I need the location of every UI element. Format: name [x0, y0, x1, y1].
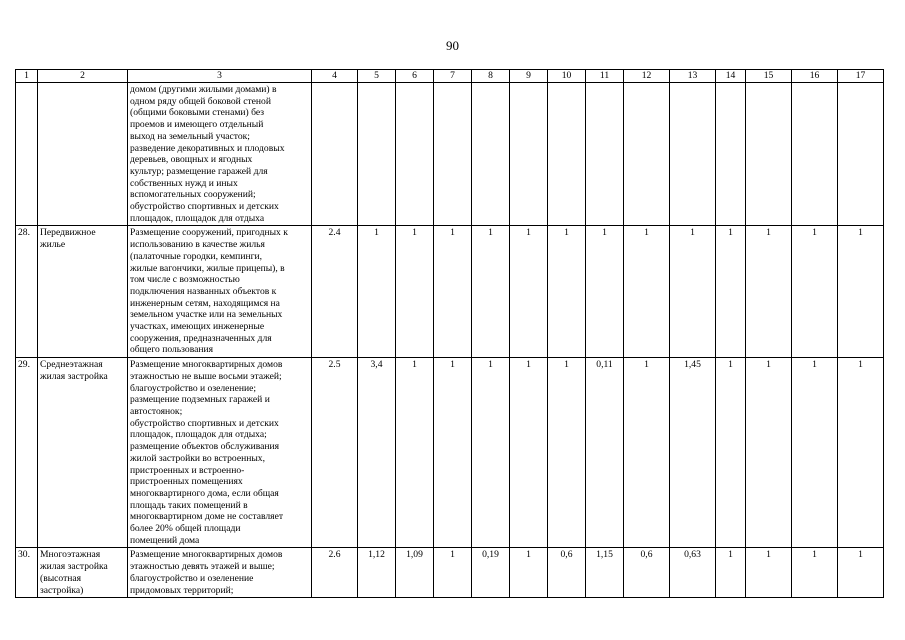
header-cell: 12 [624, 70, 670, 83]
value-cell: 1 [510, 548, 548, 598]
value-cell: 1 [670, 226, 716, 358]
value-cell: 1 [358, 226, 396, 358]
row-number: 29. [16, 358, 38, 548]
value-cell: 1 [716, 358, 746, 548]
value-cell: 1 [510, 358, 548, 548]
header-cell: 7 [434, 70, 472, 83]
value-cell: 0,11 [586, 358, 624, 548]
header-cell: 5 [358, 70, 396, 83]
page-number: 90 [446, 38, 459, 53]
header-cell: 13 [670, 70, 716, 83]
value-cell [396, 83, 434, 226]
value-cell: 1 [472, 358, 510, 548]
value-cell: 1 [434, 358, 472, 548]
header-cell: 9 [510, 70, 548, 83]
header-cell: 4 [312, 70, 358, 83]
header-cell: 11 [586, 70, 624, 83]
header-cell: 16 [792, 70, 838, 83]
value-cell: 1 [838, 226, 884, 358]
header-cell: 15 [746, 70, 792, 83]
value-cell [358, 83, 396, 226]
value-cell: 0,63 [670, 548, 716, 598]
value-cell: 1 [434, 226, 472, 358]
value-cell: 1 [434, 548, 472, 598]
value-cell: 1 [624, 226, 670, 358]
value-cell [510, 83, 548, 226]
value-cell: 0,19 [472, 548, 510, 598]
value-cell: 1 [792, 226, 838, 358]
table-header [16, 70, 884, 83]
row-number: 28. [16, 226, 38, 358]
header-cell: 3 [128, 70, 312, 83]
table-row [16, 358, 884, 548]
use-type-description: домом (другими жилыми домами) в одном ряду общей боковой стеной (общими боковыми стенами) без проемов и имеющего отдельный выход на земельный участок; разведение декоративных и плодовых деревьев, овощных и ягодных культур; размещение гаражей для собственных нужд и иных вспомогательных сооружений; обустройство спортивных и детских площадок, площадок для отдыха [128, 83, 312, 226]
use-type-description: Размещение сооружений, пригодных к использованию в качестве жилья (палаточные городки, кемпинги, жилые вагончики, жилые прицепы), в том числе с возможностью подключения названных объектов к инженерным сетям, находящимся на земельном участке или на земельных участках, имеющих инженерные сооружения, предназначенных для общего пользования [128, 226, 312, 358]
use-type-description: Размещение многоквартирных домов этажностью девять этажей и выше; благоустройство и озеленение придомовых территорий; [128, 548, 312, 598]
header-cell: 8 [472, 70, 510, 83]
value-cell: 2.4 [312, 226, 358, 358]
value-cell: 1 [624, 358, 670, 548]
header-cell: 1 [16, 70, 38, 83]
value-cell [586, 83, 624, 226]
value-cell: 1 [716, 548, 746, 598]
value-cell [792, 83, 838, 226]
value-cell [548, 83, 586, 226]
value-cell: 2.6 [312, 548, 358, 598]
header-cell: 6 [396, 70, 434, 83]
value-cell: 0,6 [624, 548, 670, 598]
value-cell: 1 [746, 358, 792, 548]
value-cell [838, 83, 884, 226]
value-cell: 1 [548, 226, 586, 358]
header-cell: 17 [838, 70, 884, 83]
value-cell: 1,45 [670, 358, 716, 548]
value-cell [624, 83, 670, 226]
value-cell: 1 [472, 226, 510, 358]
header-row [16, 70, 884, 83]
table-row [16, 83, 884, 226]
value-cell: 1,12 [358, 548, 396, 598]
value-cell: 1 [396, 358, 434, 548]
data-table [15, 69, 884, 598]
value-cell: 1 [792, 548, 838, 598]
use-type-name: Передвижное жилье [38, 226, 128, 358]
value-cell: 1,15 [586, 548, 624, 598]
header-cell: 2 [38, 70, 128, 83]
value-cell [312, 83, 358, 226]
value-cell: 1 [510, 226, 548, 358]
value-cell: 1 [586, 226, 624, 358]
use-type-name [38, 83, 128, 226]
table-row [16, 548, 884, 598]
value-cell [434, 83, 472, 226]
value-cell: 0,6 [548, 548, 586, 598]
value-cell: 3,4 [358, 358, 396, 548]
value-cell [472, 83, 510, 226]
use-type-name: Многоэтажная жилая застройка (высотная застройка) [38, 548, 128, 598]
table-row [16, 226, 884, 358]
row-number: 30. [16, 548, 38, 598]
value-cell: 1,09 [396, 548, 434, 598]
value-cell [716, 83, 746, 226]
value-cell: 1 [716, 226, 746, 358]
value-cell: 1 [396, 226, 434, 358]
value-cell: 1 [746, 226, 792, 358]
value-cell: 1 [838, 358, 884, 548]
value-cell: 1 [792, 358, 838, 548]
value-cell: 2.5 [312, 358, 358, 548]
use-type-description: Размещение многоквартирных домов этажностью не выше восьми этажей; благоустройство и озеленение; размещение подземных гаражей и автостоянок; обустройство спортивных и детских площадок, площадок для отдыха; размещение объектов обслуживания жилой застройки во встроенных, пристроенных и встроенно- пристроенных помещениях многоквартирного дома, если общая площадь таких помещений в многоквартирном доме не составляет более 20% общей площади помещений дома [128, 358, 312, 548]
header-cell: 14 [716, 70, 746, 83]
header-cell: 10 [548, 70, 586, 83]
row-number [16, 83, 38, 226]
value-cell: 1 [838, 548, 884, 598]
value-cell [670, 83, 716, 226]
use-type-name: Среднеэтажная жилая застройка [38, 358, 128, 548]
value-cell: 1 [548, 358, 586, 548]
value-cell [746, 83, 792, 226]
value-cell: 1 [746, 548, 792, 598]
